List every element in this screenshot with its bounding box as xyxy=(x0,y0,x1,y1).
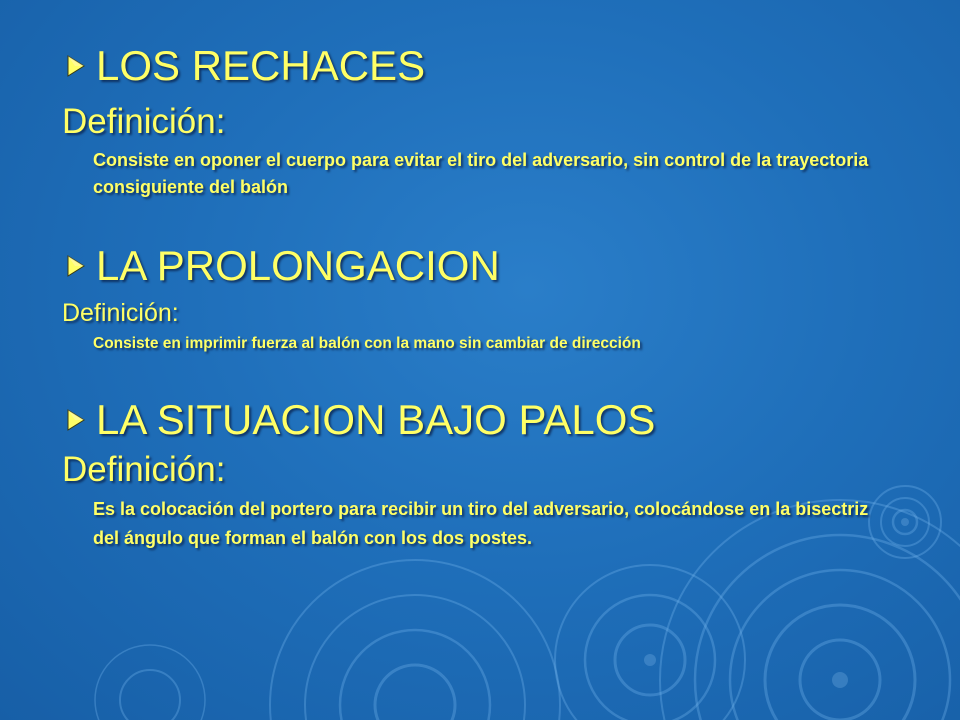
heading-text: LOS RECHACES xyxy=(96,42,426,89)
definition-label: Definición: xyxy=(62,450,226,489)
definition-label: Definición: xyxy=(62,299,179,327)
section-heading-situacion-bajo-palos xyxy=(62,397,655,443)
definition-text: Consiste en oponer el cuerpo para evitar el tiro del adversario, sin control de la trayectoria consiguiente del balón xyxy=(93,150,869,197)
heading-text: LA SITUACION BAJO PALOS xyxy=(96,396,656,443)
section-heading-rechaces xyxy=(62,43,425,89)
definition-label: Definición: xyxy=(62,102,226,141)
definition-text: Consiste en imprimir fuerza al balón con la mano sin cambiar de dirección xyxy=(93,335,641,352)
arrow-bullet-icon xyxy=(62,253,88,279)
heading-text: LA PROLONGACION xyxy=(96,242,500,289)
arrow-bullet-icon xyxy=(62,53,88,79)
definition-text: Es la colocación del portero para recibir un tiro del adversario, colocándose en la bisectriz del ángulo que forman el balón con los dos postes. xyxy=(93,499,869,548)
section-heading-prolongacion xyxy=(62,243,500,289)
arrow-bullet-icon xyxy=(62,407,88,433)
